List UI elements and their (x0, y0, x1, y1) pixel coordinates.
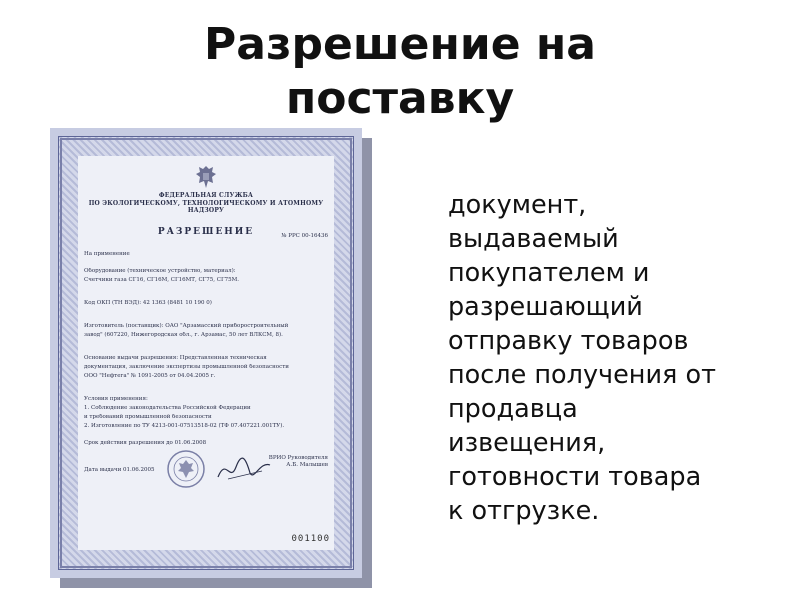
definition-line: разрешающий (448, 292, 643, 322)
certificate-agency (84, 192, 328, 215)
definition-line: продавца (448, 394, 578, 424)
official-name: А.Б. Малышев (286, 461, 328, 468)
equipment-line-2: Счетчики газа СГ16, СГ16М, СГ16МТ, СГ75, СГ75М. (84, 276, 240, 283)
signature-row (84, 453, 328, 493)
agency-line-1: ФЕДЕРАЛЬНАЯ СЛУЖБА (158, 192, 254, 199)
definition-line: готовности товара (448, 462, 702, 492)
definition-line: покупателем и (448, 258, 650, 288)
maker-line-2: завод" (607220, Нижегородская обл., г. Арзамас, 50 лет ВЛКСМ, 8). (84, 331, 283, 338)
conditions-line-1: Условия применения: (84, 395, 148, 402)
maker-line-1: Изготовитель (поставщик): ОАО "Арзамасский приборостроительный (84, 322, 289, 329)
conditions-line-2: 1. Соблюдение законодательства Российской Федерации (84, 404, 251, 411)
signature-icon (214, 453, 274, 483)
validity-period: Срок действия разрешения до 01.06.2008 (84, 439, 207, 446)
basis-line-3: ООО "Нефтега" № 1091-2005 от 04.04.2005 г. (84, 372, 216, 379)
usage-label: На применение (84, 250, 130, 257)
definition-line: извещения, (448, 428, 606, 458)
slide-title-line-1: Разрешение на (204, 19, 596, 70)
definition-line: к отгрузке. (448, 496, 600, 526)
coat-of-arms-icon (195, 164, 217, 190)
equipment-line-1: Оборудование (техническое устройство, материал): (84, 267, 236, 274)
certificate-heading: РАЗРЕШЕНИЕ (157, 226, 255, 237)
official-signatory (269, 455, 328, 469)
agency-line-2: ПО ЭКОЛОГИЧЕСКОМУ, ТЕХНОЛОГИЧЕСКОМУ И АТОМНОМУ НАДЗОРУ (88, 199, 324, 214)
official-title: ВРИО Руководителя (268, 454, 328, 461)
basis-line-2: документация, заключение экспертизы промышленной безопасности (84, 363, 289, 370)
certificate-paper (78, 156, 334, 550)
definition-text (448, 188, 788, 528)
certificate-image (50, 128, 362, 578)
definition-line: выдаваемый (448, 224, 619, 254)
slide-title-line-2: поставку (285, 73, 515, 124)
definition-line: после получения от (448, 360, 716, 390)
certificate-heading-row (84, 227, 328, 241)
certificate-serial: 001100 (291, 534, 330, 544)
issue-date: Дата выдачи 01.06.2005 (84, 466, 155, 473)
definition-line: документ, (448, 190, 587, 220)
slide-title (0, 18, 800, 126)
conditions-line-3: и требований промышленной безопасности (84, 413, 212, 420)
okp-code: Код ОКП (ТН ВЭД): 42 1363 (8481 10 190 0) (84, 299, 212, 306)
official-seal-icon (166, 449, 206, 489)
basis-line-1: Основание выдачи разрешения: Представленная техническая (84, 354, 267, 361)
definition-line: отправку товаров (448, 326, 689, 356)
certificate-number: № РРС 00-16436 (281, 232, 328, 239)
conditions-line-4: 2. Изготовление по ТУ 4213-001-07513518-02 (ТФ 07.407221.001ТУ). (84, 422, 285, 429)
